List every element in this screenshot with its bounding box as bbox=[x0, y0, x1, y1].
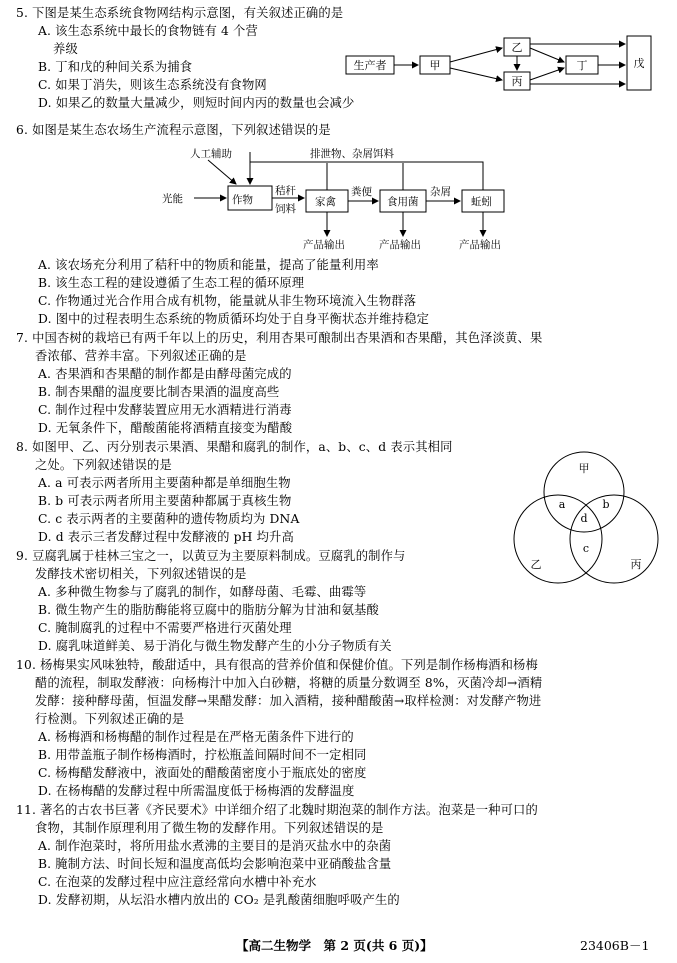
label-artificial: 人工辅助 bbox=[190, 148, 232, 160]
q9-option-d: D. 腐乳味道鲜美、易于消化与微生物发酵产生的小分子物质有关 bbox=[38, 639, 392, 653]
q6-stem: 6. 如图是某生态农场生产流程示意图，下列叙述错误的是 bbox=[16, 123, 331, 137]
label-feed: 饲料 bbox=[275, 203, 296, 215]
venn-circle-bing bbox=[570, 495, 658, 583]
venn-label-b: b bbox=[602, 498, 610, 511]
node-poultry: 家禽 bbox=[315, 196, 336, 208]
q5-option-a-cont: 养级 bbox=[53, 42, 78, 56]
venn-label-yi: 乙 bbox=[530, 558, 542, 571]
q11-option-c: C. 在泡菜的发酵过程中应注意经常向水槽中补充水 bbox=[38, 875, 317, 889]
node-mushroom: 食用菌 bbox=[387, 196, 419, 208]
q9-option-c: C. 腌制腐乳的过程中不需要严格进行灭菌处理 bbox=[38, 621, 292, 635]
q7-option-b: B. 制杏果醋的温度要比制杏果酒的温度高些 bbox=[38, 385, 280, 399]
q7-option-a: A. 杏果酒和杏果醋的制作都是由酵母菌完成的 bbox=[38, 367, 292, 381]
q5-option-a: A. 该生态系统中最长的食物链有 4 个营 bbox=[38, 24, 258, 38]
q5-option-b: B. 丁和戊的种间关系为捕食 bbox=[38, 60, 193, 74]
label-output-2: 产品输出 bbox=[379, 239, 421, 251]
node-ding: 丁 bbox=[576, 59, 588, 72]
q10-option-b: B. 用带盖瓶子制作杨梅酒时，拧松瓶盖间隔时间不一定相同 bbox=[38, 748, 367, 762]
q8-option-a: A. a 可表示两者所用主要菌种都是单细胞生物 bbox=[38, 476, 291, 490]
q5-option-c: C. 如果丁消失，则该生态系统没有食物网 bbox=[38, 78, 267, 92]
q7-option-d: D. 无氧条件下，醋酸菌能将酒精直接变为醋酸 bbox=[38, 421, 293, 435]
q10-stem-1: 10. 杨梅果实风味独特，酸甜适中，具有很高的营养价值和保健价值。下列是制作杨梅酒和杨梅 bbox=[16, 658, 538, 672]
q8-option-b: B. b 可表示两者所用主要菌种都属于真核生物 bbox=[38, 494, 292, 508]
q5-stem: 5. 下图是某生态系统食物网结构示意图，有关叙述正确的是 bbox=[16, 6, 344, 20]
q11-option-b: B. 腌制方法、时间长短和温度高低均会影响泡菜中亚硝酸盐含量 bbox=[38, 857, 392, 871]
node-producer: 生产者 bbox=[353, 59, 387, 72]
q7-stem-2: 香浓郁、营养丰富。下列叙述正确的是 bbox=[35, 349, 247, 363]
venn-label-c: c bbox=[582, 542, 590, 555]
q10-option-c: C. 杨梅醋发酵液中，液面处的醋酸菌密度小于瓶底处的密度 bbox=[38, 766, 367, 780]
venn-diagram bbox=[506, 444, 666, 594]
label-straw: 秸秆 bbox=[275, 185, 296, 197]
label-output-3: 产品输出 bbox=[459, 239, 501, 251]
venn-label-jia: 甲 bbox=[578, 462, 590, 475]
node-earthworm: 蚯蚓 bbox=[471, 196, 492, 208]
q6-option-c: C. 作物通过光合作用合成有机物，能量就从非生物环境流入生物群落 bbox=[38, 294, 417, 308]
q8-stem-2: 之处。下列叙述错误的是 bbox=[35, 458, 172, 472]
q6-option-a: A. 该农场充分利用了秸秆中的物质和能量，提高了能量利用率 bbox=[38, 258, 379, 272]
q9-option-a: A. 多种微生物参与了腐乳的制作，如酵母菌、毛霉、曲霉等 bbox=[38, 585, 367, 599]
venn-label-d: d bbox=[580, 512, 588, 525]
q11-option-a: A. 制作泡菜时，将所用盐水煮沸的主要目的是消灭盐水中的杂菌 bbox=[38, 839, 392, 853]
q6-option-b: B. 该生态工程的建设遵循了生态工程的循环原理 bbox=[38, 276, 305, 290]
q10-stem-4: 行检测。下列叙述正确的是 bbox=[35, 712, 185, 726]
q11-stem-2: 食物，其制作原理利用了微生物的发酵作用。下列叙述错误的是 bbox=[35, 821, 384, 835]
q7-option-c: C. 制作过程中发酵装置应用无水酒精进行消毒 bbox=[38, 403, 292, 417]
label-waste-feed: 排泄物、杂屑饵料 bbox=[310, 148, 394, 160]
node-wu: 戊 bbox=[633, 57, 645, 70]
node-crop: 作物 bbox=[232, 194, 253, 206]
q10-option-d: D. 在杨梅醋的发酵过程中所需温度低于杨梅酒的发酵温度 bbox=[38, 784, 355, 798]
q8-option-d: D. d 表示三者发酵过程中发酵液的 pH 均升高 bbox=[38, 530, 294, 544]
q8-option-c: C. c 表示两者的主要菌种的遗传物质均为 DNA bbox=[38, 512, 300, 526]
node-bing: 丙 bbox=[511, 75, 523, 88]
food-web-diagram bbox=[340, 34, 656, 92]
node-yi: 乙 bbox=[511, 41, 523, 54]
label-manure: 粪便 bbox=[351, 186, 372, 198]
venn-label-a: a bbox=[558, 498, 566, 511]
q9-option-b: B. 微生物产生的脂肪酶能将豆腐中的脂肪分解为甘油和氨基酸 bbox=[38, 603, 379, 617]
label-light: 光能 bbox=[162, 193, 183, 205]
q9-stem-1: 9. 豆腐乳属于桂林三宝之一，以黄豆为主要原料制成。豆腐乳的制作与 bbox=[16, 549, 406, 563]
label-output-1: 产品输出 bbox=[303, 239, 345, 251]
page-footer-title: 【高二生物学 第 2 页(共 6 页)】 bbox=[236, 938, 433, 953]
q7-stem-1: 7. 中国杏树的栽培已有两千年以上的历史，利用杏果可酿制出杏果酒和杏果醋，其色泽淡黄、果 bbox=[16, 331, 543, 345]
node-jia: 甲 bbox=[429, 59, 441, 72]
venn-label-bing: 丙 bbox=[630, 558, 642, 571]
q11-stem-1: 11. 著名的古农书巨著《齐民要术》中详细介绍了北魏时期泡菜的制作方法。泡菜是一种可口的 bbox=[16, 803, 538, 817]
label-scraps: 杂屑 bbox=[430, 186, 451, 198]
q10-stem-3: 发酵：接种酵母菌，恒温发酵→果醋发酵：加入酒精，接种醋酸菌→取样检测：对发酵产物进 bbox=[35, 694, 542, 708]
q11-option-d: D. 发酵初期，从坛沿水槽内放出的 CO₂ 是乳酸菌细胞呼吸产生的 bbox=[38, 893, 400, 907]
q9-stem-2: 发酵技术密切相关，下列叙述错误的是 bbox=[35, 567, 247, 581]
q10-stem-2: 醋的流程，制取发酵液：向杨梅汁中加入白砂糖，将糖的质量分数调至 8%，灭菌冷却→酒精 bbox=[35, 676, 543, 690]
eco-farm-diagram bbox=[160, 142, 530, 252]
page-footer-code: 23406B－1 bbox=[580, 938, 650, 953]
q5-option-d: D. 如果乙的数量大量减少，则短时间内丙的数量也会减少 bbox=[38, 96, 355, 110]
q6-option-d: D. 图中的过程表明生态系统的物质循环均处于自身平衡状态并维持稳定 bbox=[38, 312, 430, 326]
q10-option-a: A. 杨梅酒和杨梅醋的制作过程是在严格无菌条件下进行的 bbox=[38, 730, 354, 744]
q8-stem-1: 8. 如图甲、乙、丙分别表示果酒、果醋和腐乳的制作，a、b、c、d 表示其相同 bbox=[16, 440, 453, 454]
